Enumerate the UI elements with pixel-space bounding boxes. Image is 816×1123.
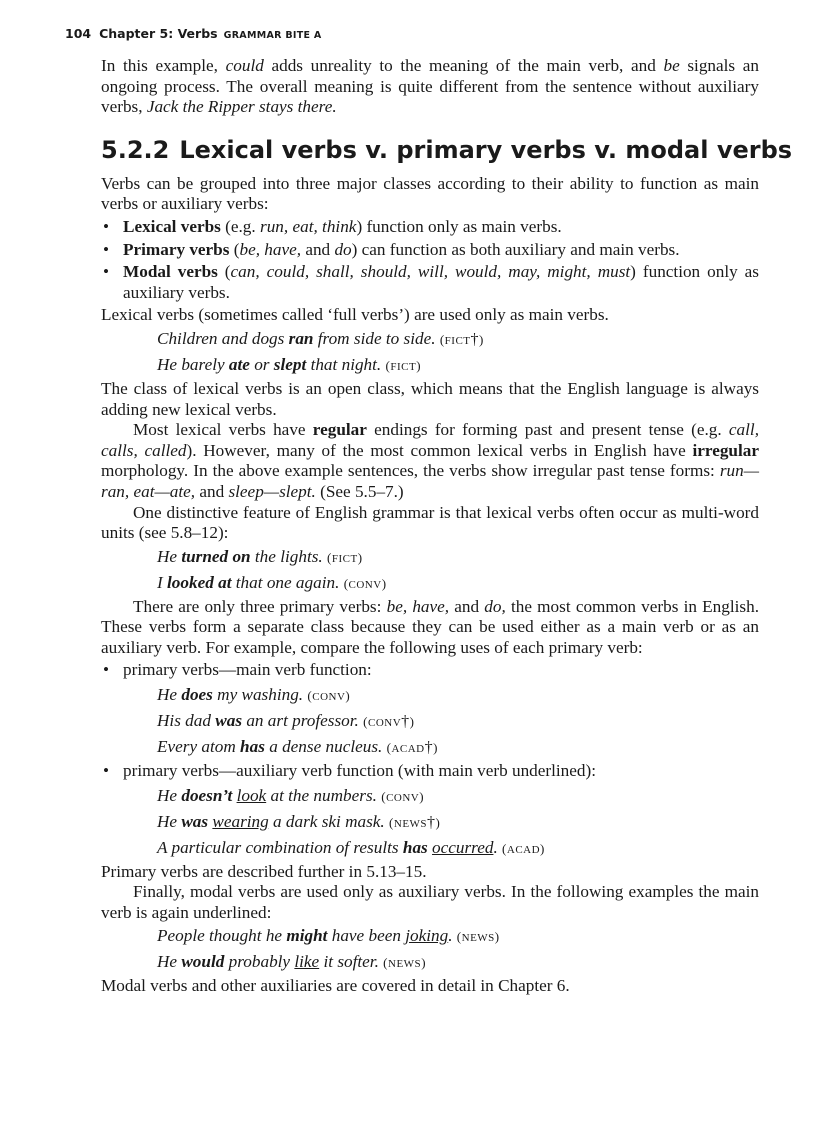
example-line: I looked at that one again. (conv)	[157, 572, 387, 592]
example-line: He turned on the lights. (fict)	[157, 546, 363, 566]
example-line: A particular combination of results has occurred. (acad)	[157, 837, 545, 857]
list-item-aux-function: • primary verbs—auxiliary verb function (with main verb underlined):	[101, 761, 759, 782]
example-line: He would probably like it softer. (news)	[157, 952, 427, 972]
list-item-primary: • Primary verbs (be, have, and do) can function as both auxiliary and main verbs.	[101, 240, 759, 261]
running-header	[65, 26, 322, 41]
multi-word-paragraph: One distinctive feature of English grammar is that lexical verbs often occur as multi-word units (see 5.8–12):	[101, 502, 759, 543]
example-line: He doesn’t look at the numbers. (conv)	[157, 785, 425, 805]
section-number: 5.2.2	[101, 135, 170, 164]
closing-paragraph: Modal verbs and other auxiliaries are covered in detail in Chapter 6.	[101, 976, 570, 996]
verb-classes-paragraph: Verbs can be grouped into three major classes according to their ability to function as main verbs or auxiliary verbs:	[101, 173, 759, 214]
example-line: He does my washing. (conv)	[157, 685, 351, 705]
regular-endings-paragraph: Most lexical verbs have regular endings for forming past and present tense (e.g. call, calls, called). However, many of the most common lexical verbs in English have irregular morphology. In the above example sentences, the verbs show irregular past tense forms: run—ran, eat—ate, and sleep—slept. (See 5.5–7.)	[101, 420, 759, 501]
section-title: Lexical verbs v. primary verbs v. modal verbs	[179, 135, 793, 164]
chapter-title: Chapter 5: Verbs	[99, 26, 218, 41]
lexical-verbs-paragraph: Lexical verbs (sometimes called ‘full verbs’) are used only as main verbs.	[101, 305, 609, 325]
modal-verbs-paragraph: Finally, modal verbs are used only as auxiliary verbs. In the following examples the main verb is again underlined:	[101, 882, 759, 922]
verb-class-list	[101, 217, 759, 303]
example-line: He barely ate or slept that night. (fict)	[157, 354, 422, 374]
primary-verbs-paragraph: There are only three primary verbs: be, have, and do, the most common verbs in English. These verbs form a separate class because they can be used either as a main verb or as an auxiliary verb. For example, compare the following uses of each primary verb:	[101, 596, 759, 657]
main-function-list	[101, 660, 759, 681]
grammar-bite-label: GRAMMAR BITE A	[223, 30, 322, 41]
example-line: He was wearing a dark ski mask. (news†)	[157, 811, 441, 831]
example-line: Every atom has a dense nucleus. (acad†)	[157, 737, 438, 757]
aux-function-list	[101, 761, 759, 782]
page-number: 104	[65, 26, 92, 41]
example-line: People thought he might have been joking. (news)	[157, 926, 500, 946]
list-item-lexical: • Lexical verbs (e.g. run, eat, think) function only as main verbs.	[101, 217, 759, 238]
further-description-paragraph: Primary verbs are described further in 5.13–15.	[101, 861, 427, 881]
page-body	[101, 56, 793, 997]
section-heading	[101, 135, 793, 164]
list-item-main-function: • primary verbs—main verb function:	[101, 660, 759, 681]
example-line: Children and dogs ran from side to side. (fict†)	[157, 328, 484, 348]
open-class-paragraph: The class of lexical verbs is an open class, which means that the English language is always adding new lexical verbs.	[101, 378, 759, 419]
list-item-modal: • Modal verbs (can, could, shall, should, will, would, may, might, must) function only as auxiliary verbs.	[101, 262, 759, 303]
intro-paragraph: In this example, could adds unreality to the meaning of the main verb, and be signals an ongoing process. The overall meaning is quite different from the sentence without auxiliary verbs, Jack the Ripper stays there.	[101, 56, 759, 117]
example-line: His dad was an art professor. (conv†)	[157, 711, 415, 731]
